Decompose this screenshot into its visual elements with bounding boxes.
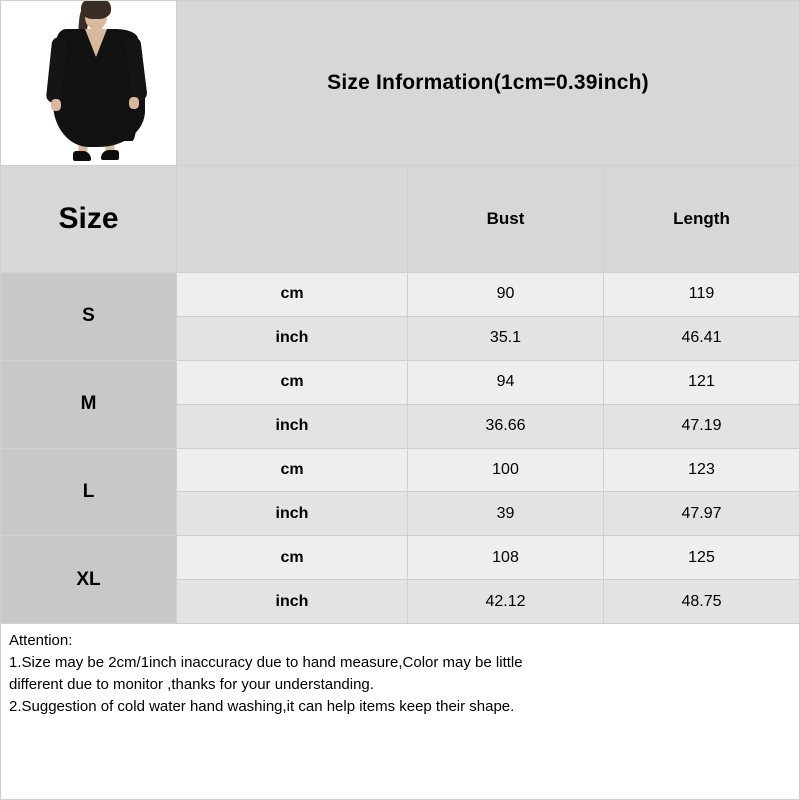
model-shoe-left (73, 151, 91, 161)
unit-cell: inch (177, 492, 408, 535)
header-row (1, 1, 799, 166)
table-row (177, 492, 799, 535)
column-header-unit (177, 166, 408, 272)
length-value: 121 (688, 373, 715, 391)
table-row (177, 449, 799, 493)
attention-line-1a: 1.Size may be 2cm/1inch inaccuracy due to hand measure,Color may be little (9, 654, 523, 671)
bust-value: 35.1 (408, 317, 604, 360)
size-group-s (1, 273, 799, 361)
table-row (177, 273, 799, 317)
length-value: 46.41 (681, 329, 722, 347)
bust-value: 90 (408, 273, 604, 316)
size-group-xl (1, 536, 799, 624)
unit-cell: cm (177, 449, 408, 492)
size-label: S (1, 273, 177, 360)
unit-cell: inch (177, 580, 408, 623)
chart-title-cell (177, 1, 799, 165)
table-row (177, 405, 799, 448)
measurement-rows (177, 273, 799, 360)
size-label: M (1, 361, 177, 448)
size-label: XL (1, 536, 177, 623)
measurement-rows (177, 361, 799, 448)
length-value: 123 (688, 460, 715, 478)
unit-cell: inch (177, 317, 408, 360)
unit-cell: inch (177, 405, 408, 448)
length-value: 119 (688, 285, 715, 303)
model-hand-right (129, 97, 139, 109)
bust-value: 36.66 (408, 405, 604, 448)
chart-title: Size Information(1cm=0.39inch) (327, 71, 649, 94)
size-table (1, 166, 799, 624)
model-shoe-right (101, 150, 119, 160)
attention-section (1, 624, 799, 799)
column-header-bust: Bust (408, 166, 604, 272)
product-photo-cell (1, 1, 177, 165)
bust-value: 94 (408, 361, 604, 404)
length-value: 47.97 (681, 504, 722, 522)
size-label: L (1, 449, 177, 536)
column-header-length: Length (673, 209, 730, 228)
unit-cell: cm (177, 361, 408, 404)
model-hand-left (51, 99, 61, 111)
unit-cell: cm (177, 536, 408, 579)
table-header (1, 166, 799, 273)
bust-value: 108 (408, 536, 604, 579)
attention-title: Attention: (9, 632, 73, 649)
size-group-m (1, 361, 799, 449)
bust-value: 39 (408, 492, 604, 535)
attention-line-2: 2.Suggestion of cold water hand washing,it can help items keep their shape. (9, 697, 515, 715)
unit-cell: cm (177, 273, 408, 316)
column-header-size: Size (1, 166, 177, 272)
length-value: 47.19 (681, 417, 722, 435)
bust-value: 100 (408, 449, 604, 492)
bust-value: 42.12 (408, 580, 604, 623)
length-value: 48.75 (681, 592, 722, 610)
model-hair (81, 1, 111, 19)
table-row (177, 580, 799, 623)
measurement-rows (177, 536, 799, 623)
table-row (177, 361, 799, 405)
measurement-rows (177, 449, 799, 536)
length-value: 125 (688, 548, 715, 566)
table-row (177, 536, 799, 580)
table-row (177, 317, 799, 360)
attention-line-1b: different due to monitor ,thanks for your understanding. (9, 675, 374, 693)
size-group-l (1, 449, 799, 537)
model-illustration (1, 1, 176, 165)
